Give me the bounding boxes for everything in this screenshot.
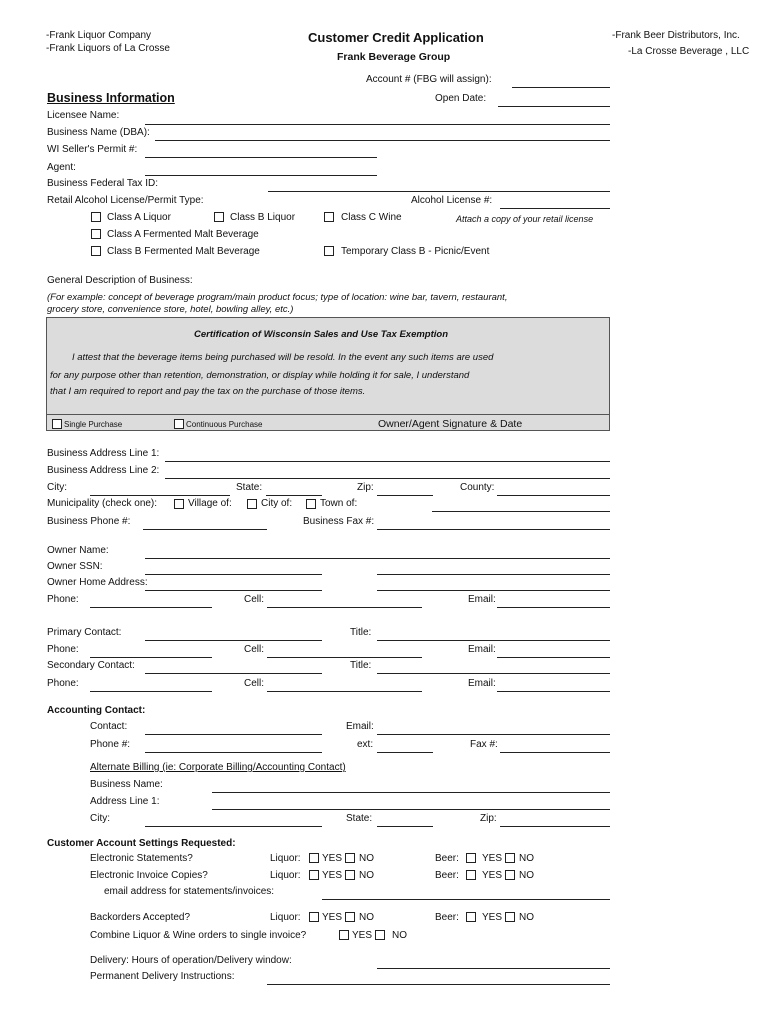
class-c-wine-label: Class C Wine [341,212,402,223]
town-of-label: Town of: [320,498,358,509]
city-label: City: [47,482,67,493]
e-statements-beer-yes-checkbox[interactable] [466,853,476,863]
backorders-beer-no-checkbox[interactable] [505,912,515,922]
general-description-example-1: (For example: concept of beverage program/main product focus; type of location: wine bar, tavern, restaurant, [47,292,508,303]
delivery-instructions-label: Permanent Delivery Instructions: [90,971,235,982]
single-purchase-label: Single Purchase [64,420,123,429]
primary-phone-label: Phone: [47,644,79,655]
accounting-ext-label: ext: [357,739,374,750]
secondary-phone-label: Phone: [47,678,79,689]
account-settings-heading: Customer Account Settings Requested: [47,838,236,849]
e-invoices-liquor-label: Liquor: [270,870,301,881]
combine-orders-no-label: NO [392,930,407,941]
e-invoices-beer-no-label: NO [519,870,534,881]
owner-name-field[interactable] [145,558,610,559]
secondary-cell-label: Cell: [244,678,265,689]
combine-orders-yes-checkbox[interactable] [339,930,349,940]
secondary-email-field[interactable] [497,691,610,692]
owner-name-label: Owner Name: [47,545,109,556]
class-b-fmb-label: Class B Fermented Malt Beverage [107,246,260,257]
company-left-1: -Frank Liquor Company [46,30,152,41]
address-line-2-label: Business Address Line 2: [47,465,160,476]
alternate-billing-heading: Alternate Billing (ie: Corporate Billing/Accounting Contact) [90,762,346,773]
alt-address-line-1-field[interactable] [212,809,610,810]
owner-phone-field[interactable] [90,607,212,608]
e-statements-label: Electronic Statements? [90,853,193,864]
class-a-liquor-checkbox[interactable] [91,212,101,222]
e-statements-beer-label: Beer: [435,853,459,864]
backorders-beer-label: Beer: [435,912,459,923]
combine-orders-yes-label: YES [352,930,373,941]
open-date-field[interactable] [498,106,610,107]
company-right-2: -La Crosse Beverage , LLC [628,46,750,57]
e-invoices-liquor-no-checkbox[interactable] [345,870,355,880]
open-date-label: Open Date: [435,93,487,104]
company-right-1: -Frank Beer Distributors, Inc. [612,30,740,41]
e-invoices-label: Electronic Invoice Copies? [90,870,208,881]
county-label: County: [460,482,495,493]
e-invoices-beer-yes-checkbox[interactable] [466,870,476,880]
backorders-label: Backorders Accepted? [90,912,191,923]
alt-city-label: City: [90,813,110,824]
accounting-email-field[interactable] [377,734,610,735]
certification-title: Certification of Wisconsin Sales and Use Tax Exemption [194,329,449,340]
class-a-fmb-checkbox[interactable] [91,229,101,239]
statement-email-field[interactable] [322,899,610,900]
dba-field[interactable] [155,140,610,141]
signature-date-label: Owner/Agent Signature & Date [378,418,523,430]
primary-contact-label: Primary Contact: [47,627,122,638]
page-subtitle: Frank Beverage Group [337,51,451,63]
city-of-checkbox[interactable] [247,499,257,509]
municipality-field[interactable] [432,511,610,512]
licensee-field[interactable] [145,124,610,125]
e-statements-liquor-yes-checkbox[interactable] [309,853,319,863]
secondary-cell-field[interactable] [267,691,422,692]
backorders-beer-yes-checkbox[interactable] [466,912,476,922]
delivery-hours-label: Delivery: Hours of operation/Delivery window: [90,955,292,966]
secondary-email-label: Email: [468,678,496,689]
business-phone-field[interactable] [143,529,267,530]
delivery-instructions-field[interactable] [267,984,610,985]
secondary-title-label: Title: [350,660,372,671]
zip-field[interactable] [377,495,433,496]
backorders-beer-no-label: NO [519,912,534,923]
owner-home-address-field-2[interactable] [377,590,610,591]
temp-class-b-label: Temporary Class B - Picnic/Event [341,246,490,257]
e-invoices-liquor-yes-label: YES [322,870,343,881]
primary-email-field[interactable] [497,657,610,658]
e-statements-liquor-label: Liquor: [270,853,301,864]
secondary-phone-field[interactable] [90,691,212,692]
temp-class-b-checkbox[interactable] [324,246,334,256]
permit-field[interactable] [145,157,377,158]
accounting-contact-field[interactable] [145,734,322,735]
village-label: Village of: [188,498,232,509]
address-line-2-field[interactable] [165,478,610,479]
attach-license-note: Attach a copy of your retail license [456,214,594,224]
tax-id-field[interactable] [268,191,610,192]
alcohol-license-field[interactable] [500,208,610,209]
account-number-label: Account # (FBG will assign): [366,74,492,85]
address-line-1-field[interactable] [165,461,610,462]
owner-phone-label: Phone: [47,594,79,605]
backorders-liquor-label: Liquor: [270,912,301,923]
class-b-fmb-checkbox[interactable] [91,246,101,256]
secondary-contact-field[interactable] [145,673,322,674]
backorders-liquor-yes-checkbox[interactable] [309,912,319,922]
accounting-ext-field[interactable] [377,752,433,753]
owner-ssn-extra-field[interactable] [377,574,610,575]
owner-home-address-field[interactable] [145,590,322,591]
class-b-liquor-checkbox[interactable] [214,212,224,222]
owner-email-label: Email: [468,594,496,605]
accounting-heading: Accounting Contact: [47,705,146,716]
alt-state-label: State: [346,813,373,824]
continuous-purchase-checkbox[interactable] [174,419,184,429]
class-c-wine-checkbox[interactable] [324,212,334,222]
address-line-1-label: Business Address Line 1: [47,448,160,459]
general-description-label: General Description of Business: [47,275,193,286]
primary-phone-field[interactable] [90,657,212,658]
secondary-title-field[interactable] [377,673,610,674]
certification-divider [46,414,610,415]
alt-state-field[interactable] [377,826,433,827]
account-number-field[interactable] [512,87,610,88]
retail-license-label: Retail Alcohol License/Permit Type: [47,195,204,206]
e-statements-liquor-yes-label: YES [322,853,343,864]
combine-orders-no-checkbox[interactable] [375,930,385,940]
e-invoices-beer-yes-label: YES [482,870,503,881]
e-statements-beer-yes-label: YES [482,853,503,864]
class-b-liquor-label: Class B Liquor [230,212,296,223]
e-invoices-beer-label: Beer: [435,870,459,881]
business-fax-field[interactable] [377,529,610,530]
municipality-label: Municipality (check one): [47,498,158,509]
class-a-liquor-label: Class A Liquor [107,212,171,223]
business-info-heading: Business Information [47,91,175,105]
dba-label: Business Name (DBA): [47,127,150,138]
business-fax-label: Business Fax #: [303,516,375,527]
alt-business-name-field[interactable] [212,792,610,793]
accounting-fax-field[interactable] [500,752,610,753]
primary-cell-label: Cell: [244,644,265,655]
company-left-2: -Frank Liquors of La Crosse [46,43,170,54]
e-invoices-beer-no-checkbox[interactable] [505,870,515,880]
owner-email-field[interactable] [497,607,610,608]
alt-address-line-1-label: Address Line 1: [90,796,160,807]
accounting-contact-label: Contact: [90,721,128,732]
accounting-email-label: Email: [346,721,374,732]
primary-cell-field[interactable] [267,657,422,658]
e-statements-beer-no-label: NO [519,853,534,864]
zip-label: Zip: [357,482,374,493]
accounting-phone-field[interactable] [145,752,322,753]
alt-business-name-label: Business Name: [90,779,163,790]
agent-field[interactable] [145,175,377,176]
owner-ssn-label: Owner SSN: [47,561,103,572]
e-statements-liquor-no-checkbox[interactable] [345,853,355,863]
tax-id-label: Business Federal Tax ID: [47,178,158,189]
certification-line-3: that I am required to report and pay the tax on the purchase of those items. [50,386,366,397]
city-of-label: City of: [261,498,293,509]
single-purchase-checkbox[interactable] [52,419,62,429]
business-phone-label: Business Phone #: [47,516,131,527]
alcohol-license-label: Alcohol License #: [411,195,493,206]
owner-home-address-label: Owner Home Address: [47,577,148,588]
certification-line-1: I attest that the beverage items being purchased will be resold. In the event any such items are used [72,352,494,363]
class-a-fmb-label: Class A Fermented Malt Beverage [107,229,259,240]
primary-email-label: Email: [468,644,496,655]
backorders-liquor-yes-label: YES [322,912,343,923]
primary-title-label: Title: [350,627,372,638]
state-field[interactable] [266,495,322,496]
continuous-purchase-label: Continuous Purchase [186,420,263,429]
e-statements-liquor-no-label: NO [359,853,374,864]
accounting-fax-label: Fax #: [470,739,498,750]
owner-ssn-field[interactable] [145,574,322,575]
primary-title-field[interactable] [377,640,610,641]
alt-zip-label: Zip: [480,813,497,824]
e-invoices-liquor-no-label: NO [359,870,374,881]
alt-zip-field[interactable] [500,826,610,827]
state-label: State: [236,482,263,493]
general-description-example-2: grocery store, convenience store, hotel, bowling alley, etc.) [47,304,294,315]
primary-contact-field[interactable] [145,640,322,641]
alt-city-field[interactable] [145,826,322,827]
combine-orders-label: Combine Liquor & Wine orders to single invoice? [90,930,307,941]
licensee-label: Licensee Name: [47,110,120,121]
secondary-contact-label: Secondary Contact: [47,660,135,671]
agent-label: Agent: [47,162,76,173]
delivery-hours-field[interactable] [377,968,610,969]
permit-label: WI Seller's Permit #: [47,144,138,155]
page-title: Customer Credit Application [308,30,484,45]
certification-line-2: for any purpose other than retention, demonstration, or display while holding it for sale, I understand [50,370,470,381]
county-field[interactable] [497,495,610,496]
owner-cell-field[interactable] [267,607,422,608]
backorders-beer-yes-label: YES [482,912,503,923]
backorders-liquor-no-checkbox[interactable] [345,912,355,922]
e-statements-beer-no-checkbox[interactable] [505,853,515,863]
owner-cell-label: Cell: [244,594,265,605]
e-invoices-liquor-yes-checkbox[interactable] [309,870,319,880]
village-checkbox[interactable] [174,499,184,509]
town-of-checkbox[interactable] [306,499,316,509]
accounting-phone-label: Phone #: [90,739,131,750]
statement-email-label: email address for statements/invoices: [104,886,275,897]
city-field[interactable] [90,495,230,496]
backorders-liquor-no-label: NO [359,912,374,923]
